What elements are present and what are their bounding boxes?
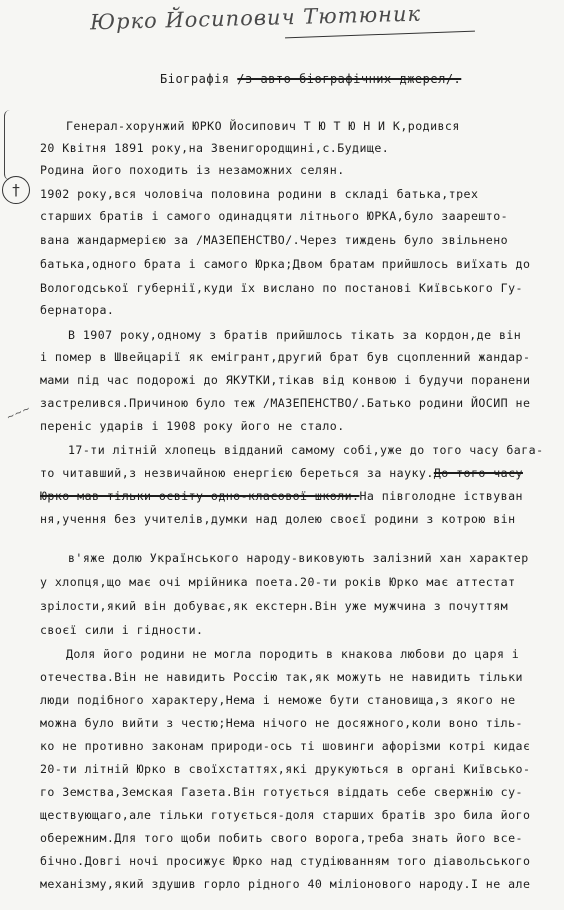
text-line: застрелився.Причиною було теж /МАЗЕПЕНСТВО/.Батько родини ЙОСИП не	[40, 396, 531, 410]
text-line: в'яже долю Українського народу-виковують залізний хан характер	[68, 551, 529, 565]
text-line: можна було вийти з честю;Нема нічого не досяжного,коли воно тіль-	[40, 716, 523, 730]
text-line: у хлопця,що має очі мрійника поета.20-ти років Юрко має аттестат	[40, 575, 516, 589]
text-line	[40, 491, 523, 503]
struck-fragment: Юрко мав тільки освіту одно-класової школи.	[40, 489, 360, 503]
text-line: 17-ти літній хлопець відданий самому собі,уже до того часу бага-	[68, 443, 544, 457]
text-line: Генерал-хорунжий ЮРКО Йосипович Т Ю Т Ю Н И К,родився	[66, 119, 460, 133]
text-line: ня,учення без учителів,думки над долею своєї родини з котрою він	[40, 512, 516, 526]
text-line: вана жандармерією за /МАЗЕПЕНСТВО/.Через тиждень було звільнено	[40, 233, 509, 247]
text-line: Доля його родини не могла породить в кнакова любови до царя і	[66, 647, 520, 661]
text-line: люди подібного характеру,Нема і неможе бути становища,з якого не	[40, 693, 516, 707]
text-line: бернатора.	[40, 303, 115, 317]
text-line: обережним.Для того щоби побить свого ворога,треба знать його все-	[40, 831, 523, 845]
document-title	[160, 72, 461, 86]
text-line: старших братів і самого одинадцяти літнього ЮРКА,було заарешто-	[40, 209, 509, 223]
margin-circle-mark: †	[2, 176, 30, 204]
text-line: Родина його походить із незаможних селян.	[40, 163, 345, 177]
text-line: отечества.Він не навидить Россію так,як можуть не навидить тільки	[40, 670, 523, 684]
text-line: 20-ти літній Юрко в своїхстаттях,які друкуються в органі Київсько-	[40, 762, 531, 776]
name-underline	[285, 31, 475, 39]
struck-fragment: До того часу	[433, 466, 523, 480]
text-line: ществующаго,але тільки готується-доля старших братів зро била його	[40, 808, 531, 822]
text-line: зрілости,який він добуває,як екстерн.Він уже мужчина з почуттям	[40, 599, 509, 613]
text-fragment: то читавший,з незвичайною енергією береться за науку.	[40, 466, 434, 480]
text-line: го Земства,Земская Газета.Він готується віддать себе свержнію су-	[40, 785, 523, 799]
text-line: В 1907 року,одному з братів прийшлось тікать за кордон,де він	[68, 328, 522, 342]
text-line: 20 Квітня 1891 року,на Звенигородщині,с.Будище.	[40, 141, 390, 155]
text-line: своєї сили і гідности.	[40, 623, 204, 637]
text-line: 1902 року,вся чоловіча половина родини в складі батька,трех	[40, 187, 479, 201]
title-main: Біографія	[160, 72, 230, 86]
handwritten-name: Юрко Йосипович Тютюник	[89, 1, 422, 35]
text-line: механізму,який здушив горло рідного 40 міліонового народу.І не але	[40, 877, 531, 891]
margin-bracket	[4, 110, 15, 180]
text-fragment: На півголодне іствуван	[359, 489, 523, 503]
text-line: і помер в Швейцарії як емігрант,другий брат був сцопленний жандар-	[40, 350, 531, 364]
margin-scribble: ~~~	[4, 403, 33, 424]
text-line	[40, 468, 523, 480]
text-line: батька,одного брата і самого Юрка;Двом братам прийшлось виїхать до	[40, 257, 531, 271]
text-line: переніс ударів і 1908 року його не стало.	[40, 419, 345, 433]
text-line: Вологодської губернії,куди їх вислано по постанові Київського Гу-	[40, 281, 523, 295]
title-struck: /з авто-біографічних джерел/.	[237, 72, 462, 86]
text-line: ко не противно законам природи-ось ті шовинги афорізми котрі кидає	[40, 739, 531, 753]
text-line: бічно.Довгі ночі просижує Юрко над студіюванням того діавольського	[40, 854, 531, 868]
text-line: мами під час подорожі до ЯКУТКИ,тікав від конвою і будучи поранени	[40, 373, 531, 387]
